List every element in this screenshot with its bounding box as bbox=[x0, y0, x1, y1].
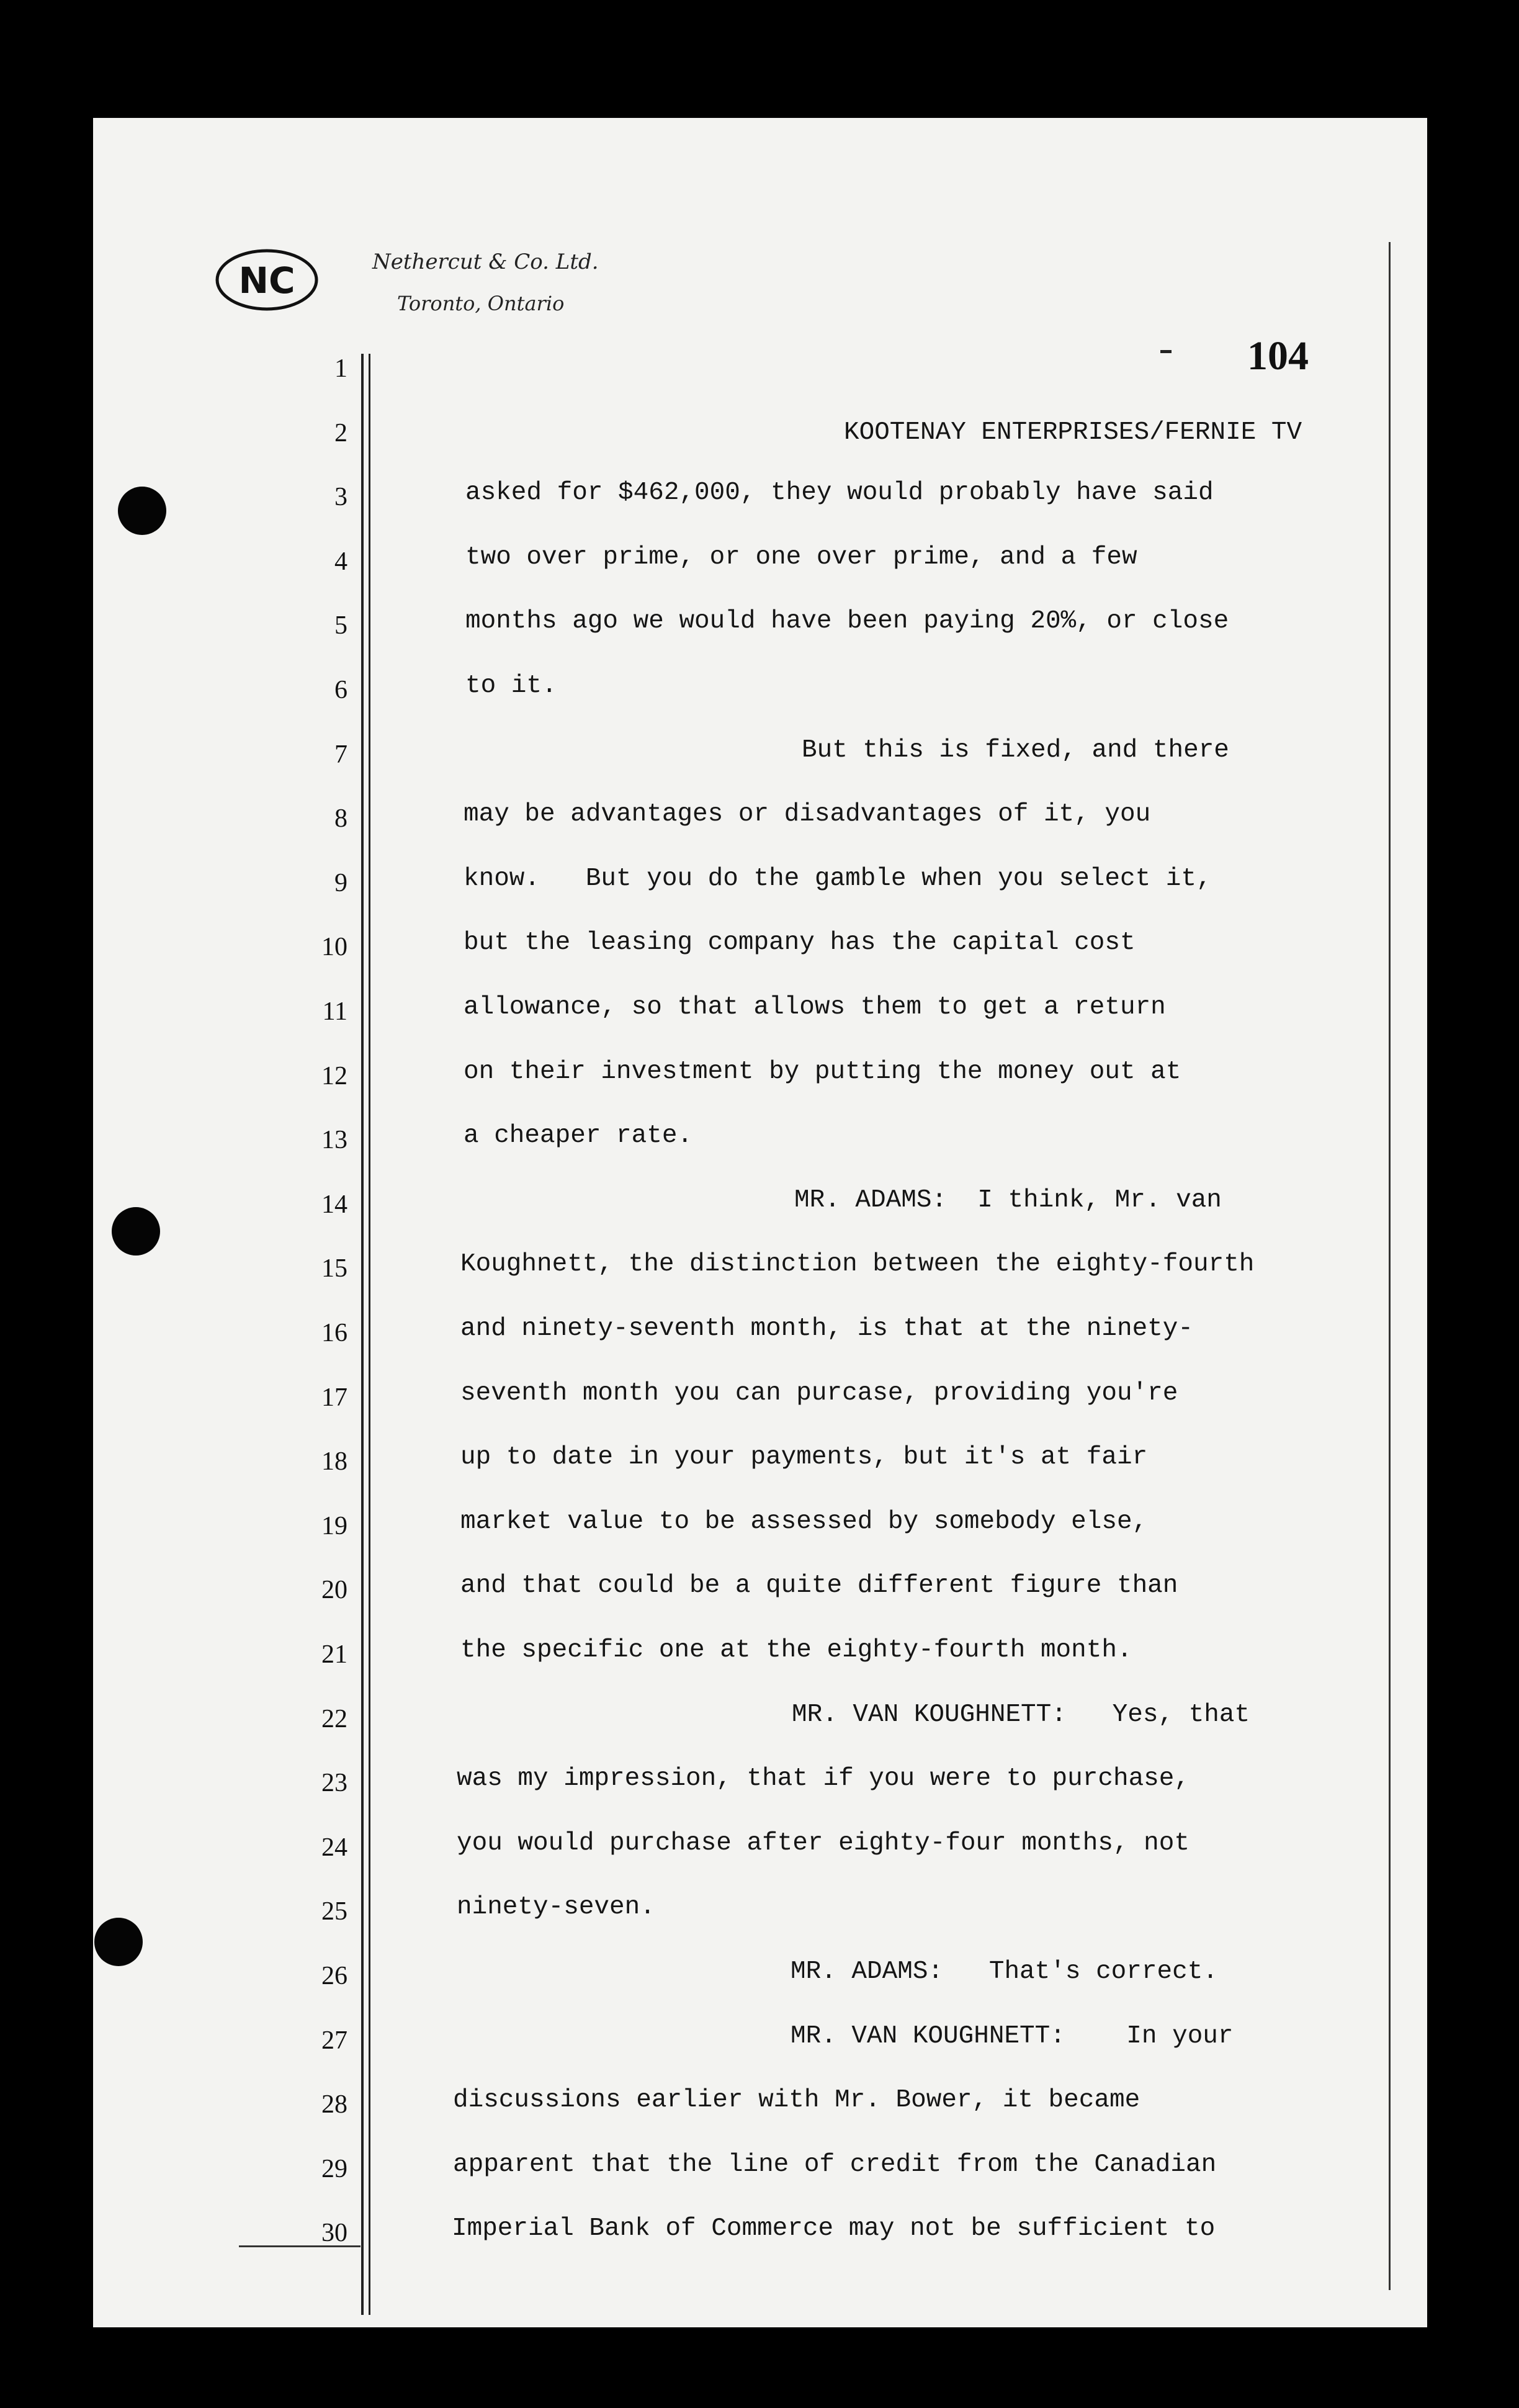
transcript-line: allowance, so that allows them to get a return bbox=[464, 993, 1166, 1022]
firm-city: Toronto, Ontario bbox=[397, 292, 565, 315]
transcript-line: to it. bbox=[465, 672, 557, 700]
transcript-line: on their investment by putting the money out at bbox=[464, 1058, 1181, 1086]
transcript-line: MR. ADAMS: That's correct. bbox=[791, 1957, 1218, 1986]
line-number: 5 bbox=[334, 611, 347, 640]
page-mark bbox=[1160, 350, 1172, 353]
transcript-line: ninety-seven. bbox=[457, 1893, 655, 1921]
firm-logo bbox=[215, 248, 319, 312]
line-number: 11 bbox=[322, 997, 347, 1026]
binder-hole-bottom bbox=[94, 1918, 143, 1966]
transcript-line: but the leasing company has the capital cost bbox=[464, 928, 1136, 957]
page-number: 104 bbox=[1247, 333, 1309, 379]
line-number: 26 bbox=[321, 1962, 347, 1990]
transcript-line: discussions earlier with Mr. Bower, it became bbox=[453, 2086, 1140, 2114]
line-number: 20 bbox=[321, 1576, 347, 1604]
transcript-line: MR. ADAMS: I think, Mr. van bbox=[794, 1186, 1222, 1215]
logo-text: NC bbox=[238, 259, 295, 302]
transcript-line: seventh month you can purcase, providing you're bbox=[460, 1379, 1178, 1408]
transcript-line: was my impression, that if you were to purchase, bbox=[457, 1764, 1190, 1793]
binder-hole-top bbox=[118, 487, 166, 535]
line-number: 2 bbox=[334, 419, 347, 447]
transcript-line: and ninety-seventh month, is that at the ninety- bbox=[460, 1314, 1193, 1343]
line-number: 4 bbox=[334, 547, 347, 576]
line-number: 28 bbox=[321, 2090, 347, 2119]
transcript-line: two over prime, or one over prime, and a few bbox=[465, 543, 1137, 572]
binder-hole-middle bbox=[112, 1207, 160, 1256]
line-number: 21 bbox=[321, 1640, 347, 1669]
line-number: 14 bbox=[321, 1190, 347, 1219]
transcript-line: a cheaper rate. bbox=[464, 1121, 693, 1150]
transcript-line: up to date in your payments, but it's at fair bbox=[460, 1443, 1148, 1471]
line-number: 1 bbox=[334, 354, 347, 383]
line-number: 23 bbox=[321, 1769, 347, 1797]
line-number: 13 bbox=[321, 1126, 347, 1154]
transcript-line: asked for $462,000, they would probably have said bbox=[465, 478, 1214, 507]
transcript-line: MR. VAN KOUGHNETT: Yes, that bbox=[792, 1700, 1250, 1729]
line-number: 9 bbox=[334, 869, 347, 897]
transcript-line: market value to be assessed by somebody else, bbox=[460, 1507, 1148, 1536]
transcript-line: MR. VAN KOUGHNETT: In your bbox=[791, 2022, 1234, 2051]
transcript-page bbox=[93, 118, 1427, 2327]
transcript-line: Koughnett, the distinction between the eighty-fourth bbox=[460, 1250, 1255, 1278]
transcript-line: months ago we would have been paying 20%, or close bbox=[465, 607, 1229, 636]
line-number: 7 bbox=[334, 740, 347, 769]
transcript-line: may be advantages or disadvantages of it, you bbox=[464, 800, 1151, 829]
firm-name: Nethercut & Co. Ltd. bbox=[372, 249, 599, 274]
line-number: 15 bbox=[321, 1254, 347, 1283]
left-margin-rule bbox=[361, 354, 364, 2315]
transcript-line: But this is fixed, and there bbox=[802, 736, 1229, 765]
line-number: 12 bbox=[321, 1062, 347, 1090]
line-number: 29 bbox=[321, 2155, 347, 2183]
case-title: KOOTENAY ENTERPRISES/FERNIE TV bbox=[844, 418, 1302, 447]
line-number: 6 bbox=[334, 676, 347, 704]
line-number: 24 bbox=[321, 1833, 347, 1862]
transcript-line: you would purchase after eighty-four months, not bbox=[457, 1829, 1190, 1858]
line-number: 22 bbox=[321, 1705, 347, 1733]
line-number: 16 bbox=[321, 1319, 347, 1347]
transcript-line: know. But you do the gamble when you select it, bbox=[464, 865, 1212, 893]
transcript-line: and that could be a quite different figure than bbox=[460, 1571, 1178, 1600]
transcript-line: the specific one at the eighty-fourth month. bbox=[460, 1636, 1132, 1664]
line-number: 19 bbox=[321, 1512, 347, 1540]
left-margin-rule-inner bbox=[369, 354, 370, 2315]
line-number: 25 bbox=[321, 1897, 347, 1926]
line-number: 8 bbox=[334, 804, 347, 833]
line-number: 3 bbox=[334, 483, 347, 511]
line-number: 27 bbox=[321, 2026, 347, 2055]
transcript-line: Imperial Bank of Commerce may not be sufficient to bbox=[452, 2214, 1216, 2243]
right-margin-rule bbox=[1389, 242, 1391, 2290]
transcript-line: apparent that the line of credit from the Canadian bbox=[453, 2150, 1217, 2179]
line-number: 30 bbox=[321, 2219, 347, 2247]
line-number: 17 bbox=[321, 1383, 347, 1412]
line-number: 10 bbox=[321, 933, 347, 961]
line-number: 18 bbox=[321, 1447, 347, 1476]
